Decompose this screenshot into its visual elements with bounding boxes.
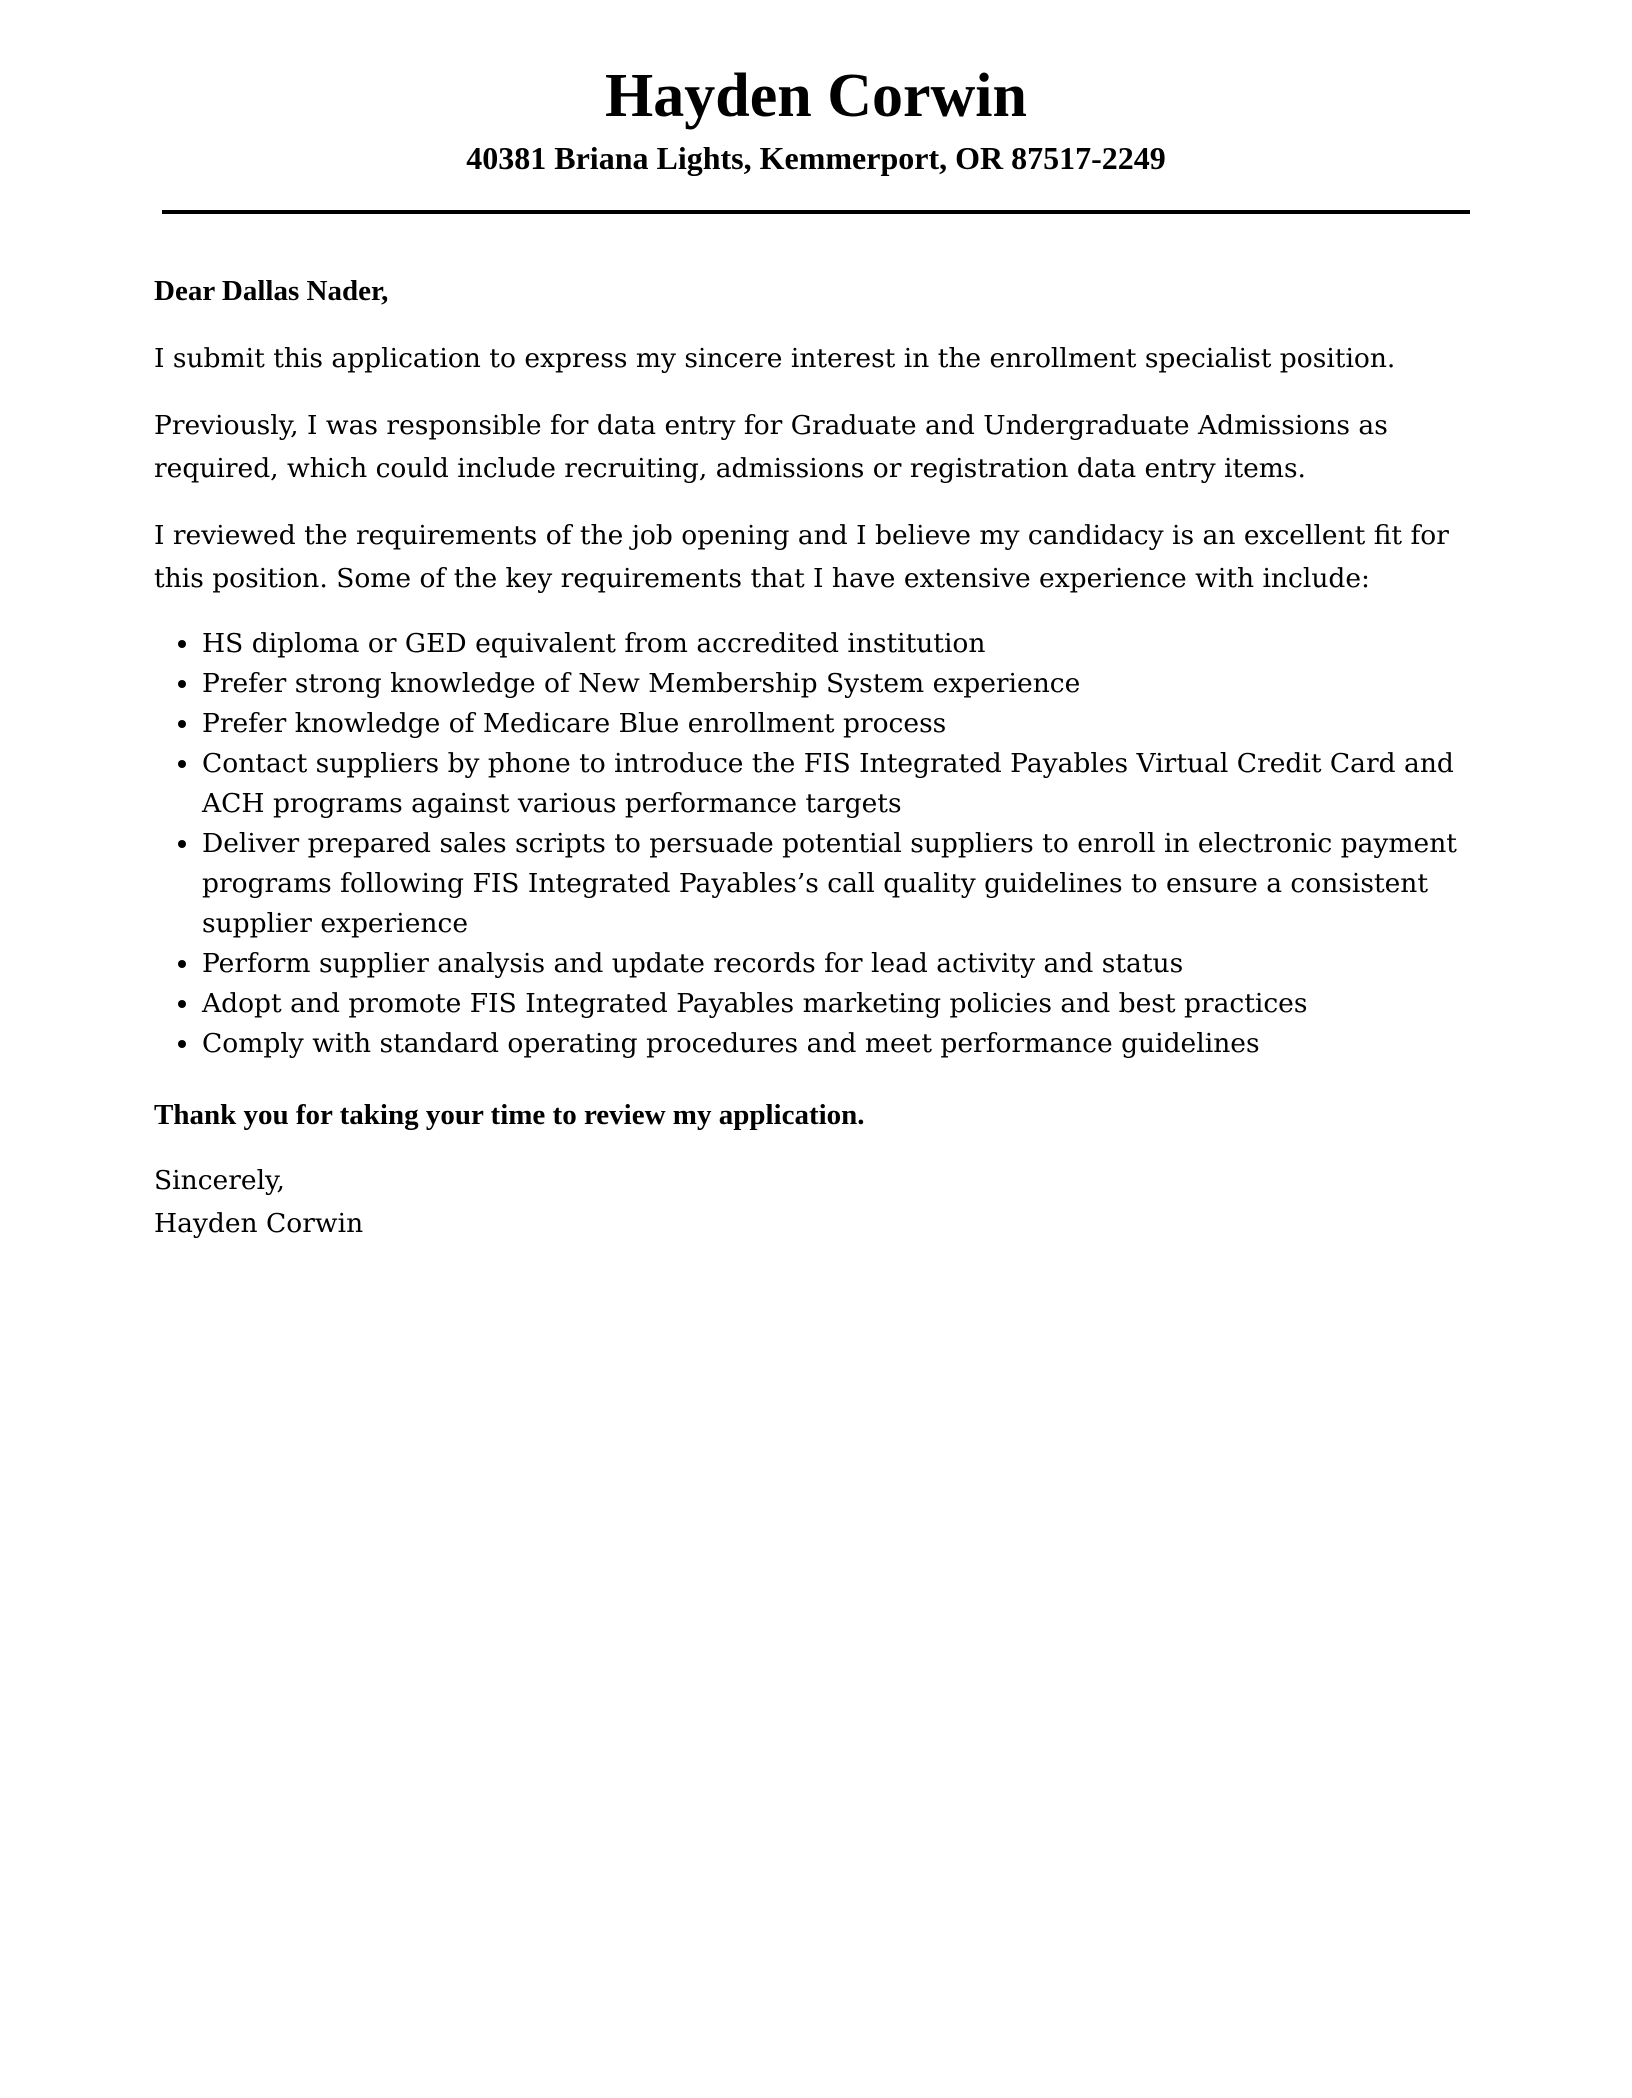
list-item: Perform supplier analysis and update records for lead activity and status <box>154 944 1474 984</box>
applicant-name: Hayden Corwin <box>605 62 1027 130</box>
list-item: Adopt and promote FIS Integrated Payables marketing policies and best practices <box>154 984 1474 1024</box>
list-item: HS diploma or GED equivalent from accredited institution <box>154 624 1474 664</box>
applicant-address: 40381 Briana Lights, Kemmerport, OR 87517-2249 <box>466 140 1166 176</box>
intro-paragraph: I submit this application to express my sincere interest in the enrollment specialist position. <box>154 343 1396 374</box>
signature-name: Hayden Corwin <box>154 1208 364 1239</box>
list-item: Comply with standard operating procedures and meet performance guidelines <box>154 1024 1474 1064</box>
salutation: Dear Dallas Nader, <box>154 275 389 307</box>
requirements-intro-paragraph: I reviewed the requirements of the job opening and I believe my candidacy is an excellent fit for this position. Some of the key requirements that I have extensive experience with include: <box>154 520 1449 594</box>
letter-header <box>162 56 1470 176</box>
requirements-list <box>154 624 1474 1064</box>
letter-body <box>154 270 1474 1245</box>
header-divider <box>162 210 1470 214</box>
signoff: Sincerely, <box>154 1165 285 1196</box>
list-item: Deliver prepared sales scripts to persuade potential suppliers to enroll in electronic payment programs following FIS Integrated Payables’s call quality guidelines to ensure a consistent supplier experience <box>154 824 1474 944</box>
experience-paragraph: Previously, I was responsible for data entry for Graduate and Undergraduate Admissions as required, which could include recruiting, admissions or registration data entry items. <box>154 410 1388 484</box>
list-item: Contact suppliers by phone to introduce the FIS Integrated Payables Virtual Credit Card and ACH programs against various performance targets <box>154 744 1474 824</box>
list-item: Prefer strong knowledge of New Membership System experience <box>154 664 1474 704</box>
closing-statement: Thank you for taking your time to review my application. <box>154 1099 865 1131</box>
list-item: Prefer knowledge of Medicare Blue enrollment process <box>154 704 1474 744</box>
